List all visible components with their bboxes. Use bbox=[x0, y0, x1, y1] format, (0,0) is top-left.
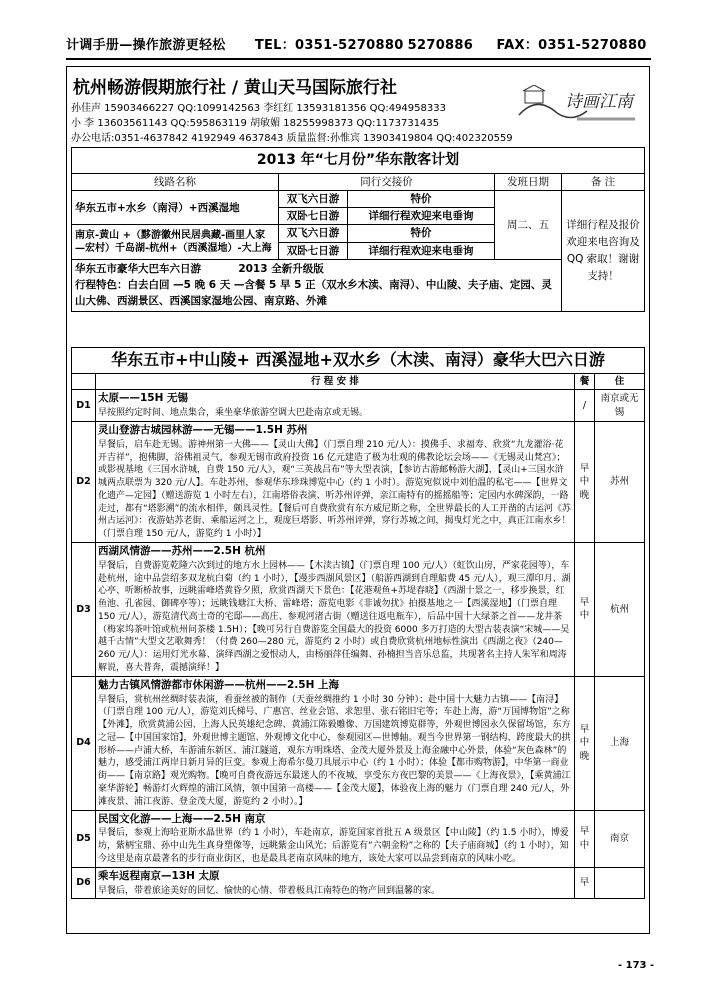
day-number: D4 bbox=[72, 676, 96, 810]
day-text: 早餐后，参观上海哈亚斯水晶世界（约 1 小时），车赴南京，游览国家首批五 A 级景区【中山陵】（约 1.5 小时），博爱坊，紫柄宝鼎、孙中山先生真身塑像等，远眺紫金山风光；后游览有“六朝金粉”之称的【夫子庙商城】（约 1 小时），知今这里是南京最著名的步行商业街区，也是最具老南京风味的地方，该处大家可以品尝到南京的风味小吃。 bbox=[98, 828, 569, 864]
bus-tour-title: 华东五市豪华大巴车六日游 bbox=[75, 262, 201, 275]
day-row bbox=[72, 810, 645, 867]
route-1: 华东五市+水乡（南浔）+西溪湿地 bbox=[72, 191, 279, 225]
day-title: 西湖风情游——苏州——2.5H 杭州 bbox=[98, 544, 266, 557]
day-title: 魅力古镇风情游都市休闲游——杭州——2.5H 上海 bbox=[98, 678, 340, 691]
day-row bbox=[72, 867, 645, 899]
agency-logo bbox=[517, 85, 637, 125]
day-meal: 早中晚 bbox=[574, 676, 594, 810]
day-meal: 早中晚 bbox=[574, 421, 594, 542]
page-header bbox=[66, 34, 651, 60]
agency-title: 杭州畅游假期旅行社 / 黄山天马国际旅行社 bbox=[73, 78, 398, 98]
day-stay: 上海 bbox=[594, 676, 644, 810]
day-number: D2 bbox=[72, 421, 96, 542]
day-stay: 苏州 bbox=[594, 421, 644, 542]
day-title: 太原——15H 无锡 bbox=[98, 392, 189, 405]
col-stay: 住 bbox=[594, 373, 644, 389]
route-2-plane: 双飞六日游 bbox=[279, 225, 348, 242]
day-meal: 早中 bbox=[574, 542, 594, 676]
contacts-line-1: 孙佳声 15903466227 QQ:1099142563 李红红 13593181356 QQ:494958333 bbox=[71, 103, 446, 114]
route-2-train: 双卧七日游 bbox=[279, 242, 348, 259]
col-route: 线路名称 bbox=[72, 173, 279, 190]
plan-table bbox=[71, 147, 645, 312]
bus-tour-features: 行程特色：白去白回 —5 晚 6 天 —含餐 5 早 5 正（双水乡木渎、南浔）、中山陵、夫子庙、定园、灵山大佛、西湖景区、西溪国家湿地公园、南京路、外滩 bbox=[75, 279, 552, 308]
day-meal: 早中 bbox=[574, 810, 594, 867]
itinerary-title: 华东五市+中山陵+ 西溪湿地+双水乡（木渎、南浔）豪华大巴六日游 bbox=[72, 348, 645, 374]
day-stay: 杭州 bbox=[594, 542, 644, 676]
route-2: 南京-黄山 +（黟游徽州民居典藏-画里人家—宏村）千岛湖-杭州+（西溪湿地）-大上海 bbox=[72, 225, 279, 259]
col-note: 备 注 bbox=[562, 173, 645, 190]
header-tel: TEL：0351-5270880 bbox=[254, 38, 404, 53]
day-text: 早按照约定时间、地点集合，乘坐豪华旅游空调大巴赴南京或无锡。 bbox=[98, 408, 369, 419]
header-slogan: 计调手册—操作旅游更轻松 bbox=[66, 38, 226, 53]
col-price: 同行交接价 bbox=[279, 173, 495, 190]
day-number: D6 bbox=[72, 867, 96, 899]
day-row bbox=[72, 542, 645, 676]
day-meal: / bbox=[574, 390, 594, 422]
day-meal: 早 bbox=[574, 867, 594, 899]
route-1-plane: 双飞六日游 bbox=[279, 191, 348, 208]
col-date: 发班日期 bbox=[495, 173, 562, 190]
header-fax: FAX：0351-5270880 bbox=[496, 38, 647, 53]
col-itinerary: 行 程 安 排 bbox=[96, 373, 575, 389]
day-text: 早餐后，自费游览乾隆六次到过的地方水上园林——【木渎古镇】（门票自理 100 元/人）（虹饮山房，严家花园等），车赴杭州，途中品尝绍多双龙杭白菊（约 1 小时），【漫步西湖风景区】（船游西湖到自理船费 45 元/人），观三潭印月、湖心亭、听断桥故事，远眺雷峰塔黄昏夕照，欣赏西湖天下景色：【花港观鱼+苏堤春晓】（西湖十景之一，移步换景，红鱼池、孔雀园、御碑亭等）；远眺钱塘江大桥、雷峰塔；游览电影《非诚勿扰》拍摄基地之一【西溪湿地】（门票自理 150 元/人），游览清代高士奇的宅邸——高庄、参观河渚古街（赠送往返电瓶车），后品中国十大绿茶之首——龙井茶（梅家坞茶叶馆或杭州问茶楼 1.5H）；【晚可另行自费游览全国最大的投资 6000 多万打造的大型古装表演“宋城——吴越千古情”大型文艺歌舞秀！（付费 260—280 元，游览约 2 小时）或自费欣赏杭州地标性演出《西湖之夜》（240—260 元/人）：运用灯光水幕、演绎西湖之爱恨动人，由杨丽萍任编舞、孙楠担当音乐总监，共现著名主持人朱军和周涛解说，喜大普奔，震撼演绎！】 bbox=[98, 560, 571, 673]
day-number: D5 bbox=[72, 810, 96, 867]
day-title: 民国文化游——上海——2.5H 南京 bbox=[98, 812, 266, 825]
page-number: - 173 - bbox=[618, 960, 655, 971]
contacts-line-2: 小 李 13603561143 QQ:595863119 胡敏媚 18255998373 QQ:1173731435 bbox=[71, 118, 440, 129]
contacts-line-3: 办公电话:0351-4637842 4192949 4637843 质量监督:孙惟宾 13903419804 QQ:402320559 bbox=[71, 133, 513, 144]
itinerary-table bbox=[71, 347, 645, 899]
day-stay bbox=[594, 867, 644, 899]
bus-tour-cell bbox=[72, 259, 562, 311]
day-row bbox=[72, 390, 645, 422]
plan-note: 详细行程及报价欢迎来电咨询及QQ 索取！谢谢支持！ bbox=[562, 191, 645, 311]
day-title: 乘车返程南京—13H 太原 bbox=[98, 869, 220, 882]
day-text: 早餐后，启车赴无锡。游神州第一大佛——【灵山大佛】（门票自理 210 元/人）：摸佛手、求福寿、欣赏“九龙灌浴·花开吉祥”，抱佛脚，浴佛祖灵气，参观无锡市政府投资 16 亿元建造了极为壮观的佛教论坛会场——《无锡灵山梵宫》；或影视基地《三国水浒城，自费 150 元/人》，观“三英战吕布”等大型表演，【参访古游邮畅游大湖】，【灵山+三国水浒城两点联票为 320 元/人】。车赴苏州，参观华东珍珠博览中心（约 1 小时）。游览宛似说中刘伯温的私宅——【世界文化遗产—定园】（赠送游览 1 小时左右），江南塔俗表演、听苏州评弹，亲江南特有的摇摇船等；定园内水碑深韵，一路走过，都有“塔影溯”的流水相伴，颇具灵性。【餐后可自费欣赏有东方威尼斯之称，全世界最长的人工开凿的古运河《苏州古运河》：夜游姑苏老街、乘船运河之上，观庞巨塔影、听苏州评弹，穿行苏城之间，揭曳灯光之中，真正江南水乡！（门票自理 150 元/人，游览约 1 小时）】 bbox=[98, 439, 571, 540]
day-row bbox=[72, 676, 645, 810]
day-stay: 南京或无锡 bbox=[594, 390, 644, 422]
logo-text: 诗画江南 bbox=[565, 92, 633, 112]
route-2-detail: 详细行程欢迎来电垂询 bbox=[348, 242, 495, 259]
route-2-special: 特价 bbox=[348, 225, 495, 242]
header-tel2: 5270886 bbox=[407, 38, 474, 53]
route-1-detail: 详细行程欢迎来电垂询 bbox=[348, 208, 495, 225]
day-number: D3 bbox=[72, 542, 96, 676]
departure-dates: 周二、五 bbox=[495, 191, 562, 260]
route-1-special: 特价 bbox=[348, 191, 495, 208]
day-text: 早餐后，赏杭州丝绸时装表演，看蚕丝被的制作（天蚕丝绸推约 1 小时 30 分钟）；赴中国十大魅力古镇——【南浔】（门票自理 100 元/人），游览刘氏梯号、广惠宫、丝业会馆、求恕里、张石铭旧宅等；车赴上海，游“万国博物馆”之称【外滩】，欣赏黄浦公园、上海人民英雄纪念碑、黄浦江陈毅雕像、万国建筑博览群等，外观世博园永久保留场馆，东方之冠—【中国国家馆】，外观世博主题馆、外观博文化中心，参观园区—世博轴。观当今世界第一钢结构、跨度最大的拱形桥——卢浦大桥，车游浦东新区、浦江隧道，观东方明珠塔、金茂大厦外景及上海金融中心外景，体验“灰色森林”的魅力，感受浦江两岸日新月异的巨变。参观上海希尔曼刀具展示中心（约 1 小时）；体验【都市购物游】，中华第一商业街——【南京路】观光购物。【晚可自费夜游远东最迷人的不夜城，享受东方夜巴黎的美景——《上海夜景》，【乘黄浦江豪华游轮】畅游灯火辉煌的浦江风情，领中国第一高楼——【金茂大厦】，体验夜上海的魅力（门票自理 240 元/人，外滩夜景、浦江夜游、登金茂大厦，游览约 2 小时）。】 bbox=[98, 694, 571, 807]
day-number: D1 bbox=[72, 390, 96, 422]
route-1-train: 双卧七日游 bbox=[279, 208, 348, 225]
content-frame bbox=[66, 66, 650, 934]
plan-title: 2013 年“七月份”华东散客计划 bbox=[72, 148, 645, 174]
day-text: 早餐后，带着旅途美好的回忆、愉快的心情、带着极具江南特色的物产回到温馨的家。 bbox=[98, 885, 441, 896]
bus-tour-version: 2013 全新升级版 bbox=[238, 262, 324, 275]
col-meal: 餐 bbox=[574, 373, 594, 389]
day-title: 灵山登游古城园林游——无锡——1.5H 苏州 bbox=[98, 423, 308, 436]
day-row bbox=[72, 421, 645, 542]
day-stay: 南京 bbox=[594, 810, 644, 867]
